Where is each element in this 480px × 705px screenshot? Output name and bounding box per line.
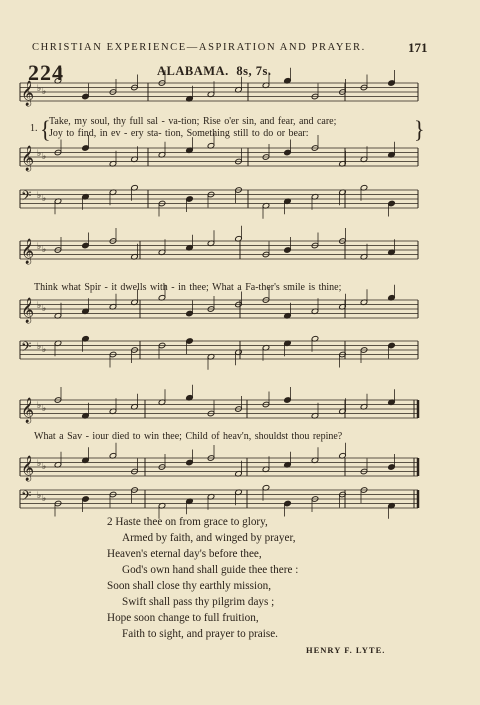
svg-text:♭: ♭ xyxy=(37,301,42,311)
lyric-system1-line2: Joy to find, in ev - ery sta- tion, Something still to do or bear: xyxy=(49,128,309,139)
lyric-system2: Think what Spir - it dwells with - in thee; What a Fa-ther's smile is thine; xyxy=(34,282,342,293)
hymn-number: 224 xyxy=(28,60,64,85)
lyric-system1-line1: Take, my soul, thy full sal - va-tion; Rise o'er sin, and fear, and care; xyxy=(49,116,337,127)
svg-text:𝄞: 𝄞 xyxy=(21,146,35,171)
svg-text:♭: ♭ xyxy=(37,401,42,411)
svg-text:𝄞: 𝄞 xyxy=(21,81,35,106)
svg-text:♭: ♭ xyxy=(42,462,47,472)
svg-text:♭: ♭ xyxy=(42,87,47,97)
bar-lines xyxy=(20,83,418,508)
svg-text:♭: ♭ xyxy=(42,494,47,504)
stanza-line: Armed by faith, and winged by prayer, xyxy=(122,532,296,544)
svg-text:♭: ♭ xyxy=(42,152,47,162)
svg-text:𝄞: 𝄞 xyxy=(21,456,35,481)
page-number: 171 xyxy=(408,40,428,55)
svg-text:♭: ♭ xyxy=(37,491,42,501)
stanza-line: Faith to sight, and prayer to praise. xyxy=(122,628,278,640)
svg-text:♭: ♭ xyxy=(42,245,47,255)
tune-meter: 8s, 7s. xyxy=(236,64,272,78)
svg-text:♭: ♭ xyxy=(42,194,47,204)
svg-text:♭: ♭ xyxy=(37,191,42,201)
stanza-line: God's own hand shall guide thee there : xyxy=(122,564,299,576)
svg-text:𝄞: 𝄞 xyxy=(21,398,35,423)
stanza-line: Soon shall close thy earthly mission, xyxy=(107,580,272,592)
svg-text:𝄢: 𝄢 xyxy=(21,488,32,507)
svg-text:♭: ♭ xyxy=(42,304,47,314)
lyric-system3: What a Sav - iour died to win thee; Child of heav'n, shouldst thou repine? xyxy=(34,431,343,442)
stanza-line: Swift shall pass thy pilgrim days ; xyxy=(122,596,275,608)
svg-text:♭: ♭ xyxy=(37,342,42,352)
svg-text:𝄞: 𝄞 xyxy=(21,239,35,264)
svg-text:♭: ♭ xyxy=(37,84,42,94)
svg-text:𝄞: 𝄞 xyxy=(21,298,35,323)
right-brace: } xyxy=(414,115,425,144)
tune-name: ALABAMA. xyxy=(157,64,229,78)
stanza-line: Heaven's eternal day's before thee, xyxy=(107,548,262,560)
stanza-line: Hope soon change to full fruition, xyxy=(107,612,259,624)
svg-text:𝄢: 𝄢 xyxy=(21,188,32,207)
svg-text:♭: ♭ xyxy=(37,149,42,159)
verse-number: 1. xyxy=(30,123,38,134)
running-head: CHRISTIAN EXPERIENCE—ASPIRATION AND PRAYER. xyxy=(32,42,366,53)
svg-text:𝄢: 𝄢 xyxy=(21,339,32,358)
svg-text:♭: ♭ xyxy=(37,242,42,252)
staff-lines xyxy=(20,83,418,508)
svg-text:♭: ♭ xyxy=(42,345,47,355)
author-credit: HENRY F. LYTE. xyxy=(306,645,386,655)
left-brace: { xyxy=(40,115,51,144)
svg-text:♭: ♭ xyxy=(42,404,47,414)
svg-text:♭: ♭ xyxy=(37,459,42,469)
stanza-line: 2 Haste thee on from grace to glory, xyxy=(107,516,268,528)
